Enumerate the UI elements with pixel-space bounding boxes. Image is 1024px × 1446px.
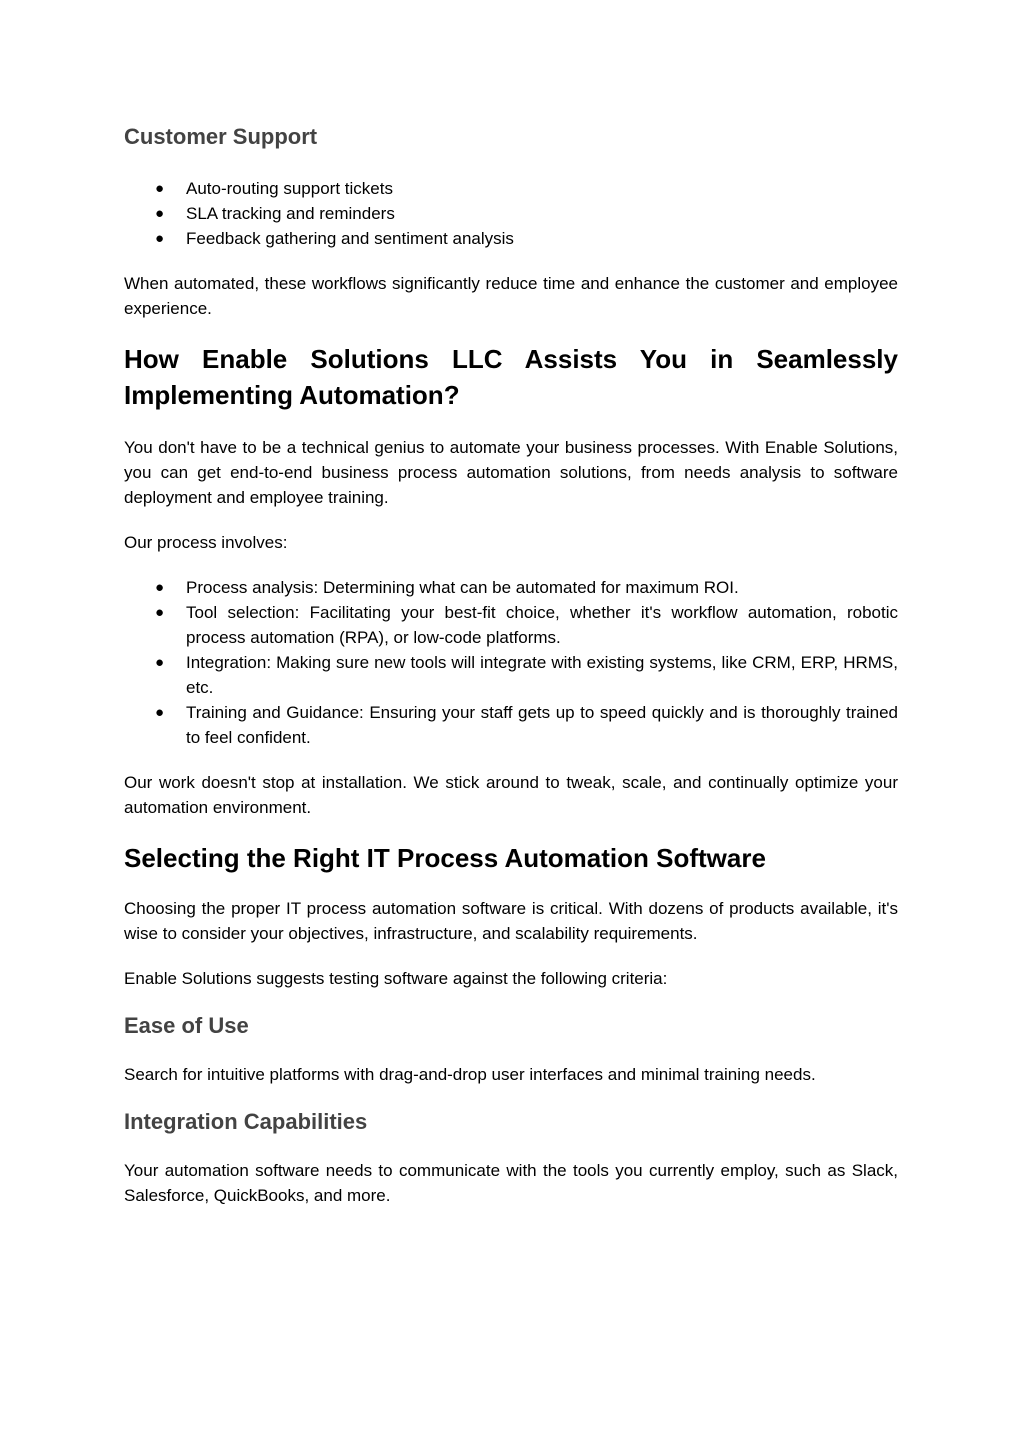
process-list [124, 575, 898, 750]
list-item-text: Training and Guidance: Ensuring your staff gets up to speed quickly and is thoroughly trained to feel confident. [186, 703, 898, 747]
closing-paragraph: Our work doesn't stop at installation. We stick around to tweak, scale, and continually optimize your automation environment. [124, 773, 898, 817]
integration-capabilities-paragraph: Your automation software needs to communicate with the tools you currently employ, such as Slack, Salesforce, QuickBooks, and more. [124, 1161, 898, 1205]
list-item-text: Auto-routing support tickets [186, 179, 393, 198]
criteria-intro: Enable Solutions suggests testing software against the following criteria: [124, 969, 668, 988]
bullet-icon: ● [155, 604, 165, 621]
list-item [124, 575, 898, 600]
selecting-paragraph: Choosing the proper IT process automation software is critical. With dozens of products available, it's wise to consider your objectives, infrastructure, and scalability requirements. [124, 899, 898, 943]
bullet-icon: ● [155, 205, 165, 222]
list-item [124, 600, 898, 650]
bullet-icon: ● [155, 230, 165, 247]
customer-support-heading: Customer Support [124, 124, 318, 149]
list-item-text: Feedback gathering and sentiment analysis [186, 229, 514, 248]
bullet-icon: ● [155, 704, 165, 721]
bullet-icon: ● [155, 180, 165, 197]
list-item-text: Tool selection: Facilitating your best-fit choice, whether it's workflow automation, robotic process automation (RPA), or low-code platforms. [186, 603, 898, 647]
list-item [124, 226, 898, 251]
list-item [124, 176, 898, 201]
list-item-text: SLA tracking and reminders [186, 204, 395, 223]
list-item [124, 201, 898, 226]
enable-solutions-paragraph: You don't have to be a technical genius to automate your business processes. With Enable Solutions, you can get end-to-end business process automation solutions, from needs analysis to software deployment and employee training. [124, 438, 898, 507]
ease-of-use-heading: Ease of Use [124, 1013, 249, 1038]
customer-support-list [124, 176, 898, 251]
bullet-icon: ● [155, 654, 165, 671]
list-item-text: Integration: Making sure new tools will integrate with existing systems, like CRM, ERP, HRMS, etc. [186, 653, 898, 697]
document-content [124, 122, 898, 1208]
selecting-software-heading: Selecting the Right IT Process Automation Software [124, 843, 766, 873]
list-item [124, 650, 898, 700]
customer-support-paragraph: When automated, these workflows significantly reduce time and enhance the customer and employee experience. [124, 274, 898, 318]
bullet-icon: ● [155, 579, 165, 596]
process-intro: Our process involves: [124, 533, 288, 552]
enable-solutions-heading: How Enable Solutions LLC Assists You in Seamlessly Implementing Automation? [124, 344, 898, 410]
integration-capabilities-heading: Integration Capabilities [124, 1109, 368, 1134]
list-item-text: Process analysis: Determining what can be automated for maximum ROI. [186, 578, 739, 597]
ease-of-use-paragraph: Search for intuitive platforms with drag-and-drop user interfaces and minimal training needs. [124, 1065, 816, 1084]
list-item [124, 700, 898, 750]
